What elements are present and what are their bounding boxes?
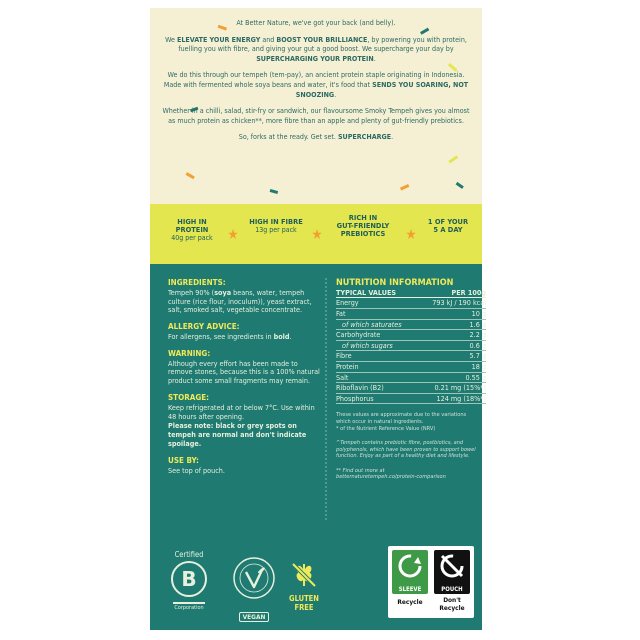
- bcorp-b-icon: [169, 559, 209, 607]
- note-prebiotic: ^Tempeh contains prebiotic fibre, postbiotics, and polyphenols, which have been proven to support bowel function. Enjoy as part of a healthy diet and lifestyle.: [336, 440, 476, 460]
- nutrient-name: Fat: [336, 308, 418, 319]
- nutrient-name: Riboflavin (B2): [336, 383, 418, 394]
- nutrient-name: Protein: [336, 361, 418, 372]
- ingredients-heading: INGREDIENTS:: [168, 278, 226, 287]
- nutrient-value: 18 g: [418, 361, 486, 372]
- nutrient-name: Energy: [336, 298, 418, 309]
- intro-paragraph-5: [158, 132, 474, 142]
- nutrient-value: 124 mg (18%*): [418, 393, 486, 404]
- gluten-text: GLUTEN: [289, 594, 319, 603]
- text: We: [165, 34, 177, 44]
- text: .: [391, 132, 394, 142]
- dont-recycle-label: [434, 596, 470, 612]
- bold-text: ELEVATE YOUR ENERGY: [176, 34, 261, 44]
- claim-heading: PREBIOTICS: [340, 229, 386, 238]
- warning-text: Although every effort has been made to remove stones, because this is a 100% natural product some small fragments may remain.: [168, 358, 320, 386]
- nutrition-row: [336, 298, 486, 309]
- intro-paragraph-2: [158, 35, 474, 64]
- star-icon: ★: [227, 227, 239, 243]
- bold-text: BOOST YOUR BRILLIANCE: [276, 34, 368, 44]
- free-text: FREE: [294, 603, 314, 612]
- bold-text: SUPERCHARGE: [337, 132, 392, 142]
- intro-line1-text: At Better Nature, we've got your back (and belly).: [236, 18, 396, 27]
- claim-heading: HIGH IN FIBRE: [249, 217, 303, 226]
- nutrient-value: 0.21 mg (15%*): [418, 383, 486, 394]
- claim-prebiotics: [326, 214, 400, 238]
- gluten-free-logo: [284, 560, 324, 612]
- claims-band: [150, 204, 482, 264]
- nutrient-value: 0.55 g: [418, 372, 486, 383]
- recycle-text: Recycle: [439, 604, 465, 612]
- intro-panel: [150, 8, 482, 204]
- bcorp-certified-text: Certified: [174, 550, 204, 559]
- header-per-100g: PER 100g: [418, 288, 486, 298]
- storage-heading: STORAGE:: [168, 392, 210, 402]
- nutrition-notes: [336, 412, 482, 481]
- allergy-heading: ALLERGY ADVICE:: [168, 322, 240, 332]
- wheat-crossed-icon: [289, 560, 319, 590]
- nutrition-title: NUTRITION INFORMATION: [336, 278, 454, 288]
- note-approximate: These values are approximate due to the variations which occur in natural ingredients.: [336, 412, 467, 425]
- allergen-bold: soya: [214, 287, 232, 297]
- nutrition-row: [336, 319, 486, 330]
- dont-recycle-pouch-badge: [434, 550, 470, 594]
- nutrition-row: [336, 372, 486, 383]
- nutrient-value: 2.2 g: [418, 330, 486, 341]
- dont-text: Don't: [443, 596, 461, 604]
- claim-protein: [160, 218, 224, 242]
- no-recycle-icon: [434, 550, 470, 582]
- ingredients-text: [168, 289, 320, 315]
- nutrient-name: Carbohydrate: [336, 330, 418, 341]
- note-find-out-more: ** Find out more at: [336, 467, 385, 474]
- use-by-heading: USE BY:: [168, 455, 199, 465]
- nutrient-name: of which saturates: [336, 319, 418, 330]
- text: .: [373, 53, 376, 63]
- nutrition-row: [336, 351, 486, 362]
- text: , by powering you with protein, fuelling you with fibre, and giving your gut a good boost. We supercharge your day by: [178, 34, 467, 54]
- nutrition-row: [336, 340, 486, 351]
- nutrient-value: 5.7 g: [418, 351, 486, 362]
- warning-heading: WARNING:: [168, 348, 211, 358]
- nutrition-row: [336, 330, 486, 341]
- claim-sub: 40g per pack: [171, 234, 213, 242]
- use-by-text: See top of pouch.: [168, 465, 225, 475]
- text: .: [289, 331, 292, 341]
- intro-text: [158, 18, 474, 149]
- claim-heading: GUT-FRIENDLY: [336, 221, 390, 230]
- nutrition-column: [336, 278, 486, 481]
- nutrient-value: 0.6 g: [418, 340, 486, 351]
- claim-heading: RICH IN: [348, 213, 378, 222]
- pouch-label: POUCH: [441, 586, 463, 593]
- claim-fibre: [244, 218, 308, 234]
- recycle-arrow-icon: [392, 550, 428, 582]
- sleeve-label: SLEEVE: [398, 586, 422, 593]
- svg-text:B: B: [181, 567, 197, 591]
- star-icon: ★: [405, 227, 417, 243]
- text: We do this through our tempeh (tem-pay), an ancient protein staple originating in Indonesia. Made with fermented whole soya beans and water, it's food that: [163, 70, 465, 89]
- intro-paragraph-3: [158, 70, 474, 99]
- text: beans, water, tempeh culture (rice flour, inoculum)), yeast extract, salt, smoked salt, vegetable concentrate.: [168, 287, 312, 315]
- text: Tempeh 90% (: [168, 287, 215, 297]
- nutrition-row: [336, 393, 486, 404]
- note-url: betternaturetempeh.co/protein-comparison: [336, 474, 446, 481]
- nutrition-row: [336, 308, 486, 319]
- nutrient-name: Salt: [336, 372, 418, 383]
- recycling-info-box: [388, 546, 474, 618]
- nutrition-row: [336, 361, 486, 372]
- intro-paragraph-4: [158, 106, 474, 125]
- bold-text: bold: [273, 331, 290, 341]
- bcorp-corporation-text: Corporation: [174, 605, 204, 611]
- nutrient-value: 1.6 g: [418, 319, 486, 330]
- intro-line-1: [158, 18, 474, 28]
- nutrient-value: 10 g: [418, 308, 486, 319]
- note-nrv: * of the Nutrient Reference Value (NRV): [336, 425, 436, 432]
- header-typical-values: TYPICAL VALUES: [336, 288, 418, 298]
- allergy-text: [168, 333, 320, 342]
- bcorp-logo: [164, 550, 214, 611]
- nutrition-row: [336, 383, 486, 394]
- nutrition-table: [336, 288, 486, 405]
- text: So, forks at the ready. Get set.: [238, 132, 338, 142]
- nutrition-header-row: [336, 288, 486, 298]
- vegan-label: VEGAN: [239, 612, 270, 622]
- text: .: [334, 89, 337, 99]
- recycle-sleeve-badge: [392, 550, 428, 594]
- claim-heading: HIGH IN PROTEIN: [175, 217, 209, 234]
- storage-text: Keep refrigerated at or below 7°C. Use within 48 hours after opening.: [168, 402, 315, 421]
- nutrient-name: of which sugars: [336, 340, 418, 351]
- nutrient-name: Fibre: [336, 351, 418, 362]
- claim-sub: 5 A DAY: [433, 225, 463, 234]
- text: Whether in a chilli, salad, stir-fry or sandwich, our flavoursome Smoky Tempeh gives you almost as much protein as chicken**, more fibre than an apple and plenty of gut-friendly prebiotics.: [162, 106, 470, 125]
- vegan-leaf-icon: [232, 556, 276, 600]
- claim-heading: 1 OF YOUR: [427, 217, 469, 226]
- bold-text: SUPERCHARGING YOUR PROTEIN: [256, 53, 374, 63]
- recycle-label: Recycle: [397, 598, 423, 606]
- nutrient-name: Phosphorus: [336, 393, 418, 404]
- text: For allergens, see ingredients in: [168, 331, 274, 341]
- left-info-column: [168, 279, 320, 475]
- star-icon: ★: [311, 227, 323, 243]
- storage-note: Please note: black or grey spots on tempeh are normal and don't indicate spoilage.: [168, 421, 307, 448]
- text: and: [260, 34, 277, 44]
- bold-text: SENDS YOU SOARING, NOT SNOOZING: [295, 79, 469, 99]
- pack-back-panel: [150, 8, 486, 630]
- nutrient-value: 793 kJ / 190 kcal: [418, 298, 486, 309]
- vegan-logo: [228, 556, 280, 623]
- claim-five-a-day: [420, 218, 476, 234]
- claim-sub: 13g per pack: [255, 226, 297, 234]
